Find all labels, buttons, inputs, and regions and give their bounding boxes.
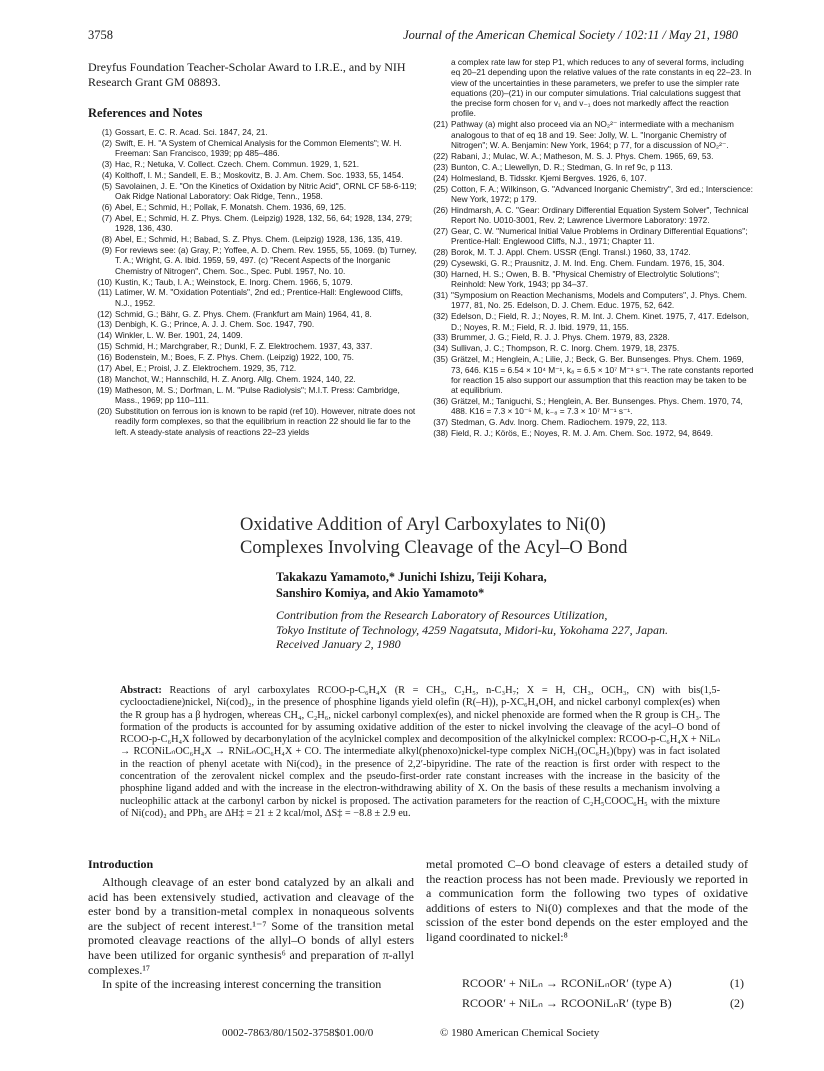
reference-item bbox=[424, 119, 754, 150]
reference-item bbox=[88, 341, 422, 351]
reference-text: Schmid, H.; Marchgraber, R.; Dunkl, F. Z. Elektrochem. 1937, 43, 337. bbox=[115, 341, 373, 352]
reference-item bbox=[424, 162, 754, 172]
article-title-line-1: Oxidative Addition of Aryl Carboxylates to Ni(0) bbox=[240, 515, 606, 535]
introduction-paragraph-right: metal promoted C–O bond cleavage of esters a detailed study of the reaction process has not been made. Previously we reported in a communication form the following two types of oxidative additions of esters to Ni(0) complexes and that the mode of the scission of the ester bond depends on the ester employed and the ligand coordinated to nickel:⁸ bbox=[426, 857, 748, 944]
reference-text: Edelson, D.; Field, R. J.; Noyes, R. M. Int. J. Chem. Kinet. 1975, 7, 417. Edelson, D.; Noyes, R. M.; Field, R. J. Ibid. 1979, 11, 155. bbox=[451, 311, 749, 332]
reference-text: Sullivan, J. C.; Thompson, R. C. Inorg. Chem. 1979, 18, 2375. bbox=[451, 343, 680, 354]
reference-number: (31) bbox=[433, 290, 448, 301]
reference-text: Brummer, J. G.; Field, R. J. J. Phys. Chem. 1979, 83, 2328. bbox=[451, 332, 670, 343]
reference-text: Abel, E.; Proisl, J. Z. Elektrochem. 1929, 35, 712. bbox=[115, 363, 297, 374]
introduction-heading: Introduction bbox=[88, 857, 154, 871]
article-affiliation bbox=[276, 608, 756, 652]
reference-text: Kustin, K.; Taub, I. A.; Weinstock, E. Inorg. Chem. 1966, 5, 1079. bbox=[115, 276, 353, 287]
reference-item bbox=[88, 352, 422, 362]
authors-line-1: Takakazu Yamamoto,* Junichi Ishizu, Teiji Kohara, bbox=[276, 570, 547, 584]
equation-2-number: (2) bbox=[730, 996, 744, 1010]
reference-number: (3) bbox=[101, 159, 112, 170]
reference-text: Grätzel, M.; Taniguchi, S.; Henglein, A. Ber. Bunsenges. Phys. Chem. 1970, 74, 488. K16 = 7.3 × 10⁻⁵ M, k₋₈ = 7.3 × 10⁷ M⁻¹ s⁻¹. bbox=[451, 396, 743, 417]
reference-item bbox=[424, 205, 754, 226]
reference-text: Kolthoff, I. M.; Sandell, E. B.; Moskovitz, B. J. Am. Chem. Soc. 1933, 55, 1454. bbox=[115, 169, 404, 180]
equation-1-number: (1) bbox=[730, 976, 744, 990]
reference-item bbox=[424, 258, 754, 268]
reference-item bbox=[88, 170, 422, 180]
reference-number: (18) bbox=[97, 373, 112, 384]
reference-number: (19) bbox=[97, 384, 112, 395]
reference-text: Stedman, G. Adv. Inorg. Chem. Radiochem. 1979, 22, 113. bbox=[451, 417, 667, 428]
reference-number: (11) bbox=[97, 287, 112, 298]
reference-text: Abel, E.; Schmid, H.; Babad, S. Z. Phys. Chem. (Leipzig) 1928, 136, 135, 419. bbox=[115, 234, 403, 245]
introduction-paragraph-2: In spite of the increasing interest concerning the transition bbox=[102, 977, 382, 992]
acknowledgment-text: Dreyfus Foundation Teacher-Scholar Award to I.R.E., and by NIH Research Grant GM 08893. bbox=[88, 60, 406, 89]
references-list-left bbox=[88, 127, 422, 437]
reference-number: (2) bbox=[101, 137, 112, 148]
reference-text: Winkler, L. W. Ber. 1901, 24, 1409. bbox=[115, 330, 243, 341]
reference-item bbox=[88, 213, 422, 234]
footer-code: 0002-7863/80/1502-3758$01.00/0 bbox=[222, 1027, 374, 1039]
reference-text: Abel, E.; Schmid, H. Z. Phys. Chem. (Leipzig) 1928, 132, 56, 64; 1928, 134, 279; 1928, 136, 430. bbox=[115, 212, 413, 234]
affiliation-line-1: Contribution from the Research Laboratory of Resources Utilization, bbox=[276, 608, 608, 622]
reference-item bbox=[424, 417, 754, 427]
introduction-column-right bbox=[426, 857, 748, 945]
reference-number: (36) bbox=[433, 396, 448, 406]
reference-text: "Symposium on Reaction Mechanisms, Models and Computers", J. Phys. Chem. 1977, 81, No. 25. Edelson, D. J. Chem. Educ. 1975, 52, 642. bbox=[451, 290, 747, 311]
footer-copyright: © 1980 American Chemical Society bbox=[440, 1027, 600, 1039]
reference-number: (23) bbox=[433, 161, 448, 172]
reference-number: (17) bbox=[97, 363, 112, 374]
received-date: Received January 2, 1980 bbox=[276, 637, 401, 651]
reference-item bbox=[424, 247, 754, 257]
running-header: Journal of the American Chemical Society / 102:11 / May 21, 1980 bbox=[403, 28, 738, 42]
reference-number: (29) bbox=[433, 257, 448, 268]
reference-text: Gear, C. W. "Numerical Initial Value Problems in Ordinary Differential Equations"; Prentice-Hall: Englewood Cliffs, N.J., 1971; Chapter 11. bbox=[451, 225, 748, 247]
reference-number: (25) bbox=[433, 183, 448, 194]
reference-item bbox=[88, 159, 422, 169]
equation-2: RCOOR′ + NiLₙ → RCOONiLₙR′ (type B) bbox=[462, 996, 672, 1010]
reference-item bbox=[424, 332, 754, 342]
reference-text: Cotton, F. A.; Wilkinson, G. "Advanced Inorganic Chemistry", 3rd ed.; Interscience: New York, 1972; p 179. bbox=[451, 183, 753, 204]
reference-number: (13) bbox=[97, 319, 112, 330]
reference-text: Latimer, W. M. "Oxidation Potentials", 2nd ed.; Prentice-Hall: Englewood Cliffs, N.J., 1952. bbox=[115, 287, 403, 308]
reference-text: Swift, E. H. "A System of Chemical Analysis for the Common Elements"; W. H. Freeman: San Francisco, 1939; pp 485–486. bbox=[115, 137, 402, 159]
reference-number: (26) bbox=[433, 204, 448, 215]
abstract-label: Abstract: bbox=[120, 685, 162, 696]
reference-number: (12) bbox=[97, 308, 112, 319]
reference-number: (20) bbox=[97, 406, 112, 416]
reference-number: (35) bbox=[433, 354, 448, 365]
reference-text: Holmesland, B. Tidsskr. Kjemi Bergves. 1926, 6, 107. bbox=[451, 172, 647, 183]
references-list-right bbox=[424, 57, 754, 439]
reference-number: (33) bbox=[433, 332, 448, 343]
reference-item bbox=[424, 173, 754, 183]
equation-1: RCOOR′ + NiLₙ → RCONiLₙOR′ (type A) bbox=[462, 976, 672, 990]
authors-line-2: Sanshiro Komiya, and Akio Yamamoto* bbox=[276, 586, 485, 600]
reference-text: Matheson, M. S.; Dorfman, L. M. "Pulse Radiolysis"; M.I.T. Press: Cambridge, Mass., 1969; pp 110–111. bbox=[115, 384, 400, 406]
reference-item bbox=[424, 290, 754, 311]
references-heading: References and Notes bbox=[88, 106, 203, 120]
reference-item bbox=[88, 363, 422, 373]
reference-text: Denbigh, K. G.; Prince, A. J. J. Chem. Soc. 1947, 790. bbox=[115, 319, 315, 330]
reference-text: Abel, E.; Schmid, H.; Pollak, F. Monatsh. Chem. 1936, 69, 125. bbox=[115, 202, 347, 213]
reference-text: Bodenstein, M.; Boes, F. Z. Phys. Chem. (Leipzig) 1922, 100, 75. bbox=[115, 352, 354, 363]
reference-number: (22) bbox=[433, 150, 448, 161]
reference-item bbox=[88, 127, 422, 137]
reference-text: Savolainen, J. E. "On the Kinetics of Oxidation by Nitric Acid", ORNL CF 58-6-119; Oak Ridge National Laboratory: Oak Ridge, Tenn., 1958. bbox=[115, 180, 417, 202]
reference-text: Substitution on ferrous ion is known to be rapid (ref 10). However, nitrate does not readily form complexes, so that the equilibrium in reaction 22 should lie far to the left. A steady-state analysis of reactions 22–23 yields bbox=[115, 406, 416, 437]
reference-item bbox=[88, 138, 422, 159]
reference-number: (30) bbox=[433, 268, 448, 279]
reference-item bbox=[88, 202, 422, 212]
reference-continuation bbox=[424, 57, 754, 119]
reference-item bbox=[88, 319, 422, 329]
reference-item bbox=[424, 343, 754, 353]
reference-number: (37) bbox=[433, 417, 448, 428]
reference-item bbox=[88, 287, 422, 308]
reference-continuation-text: a complex rate law for step P1, which reduces to any of several forms, including eq 20–21 depending upon the relative values of the rate constants in eq 22–23. In view of the uncertainties in these parameters, we prefer to use the simpler rate equations (20)–(21) in our computer simulations. Trial calculations suggest that the precise form chosen for v₁ and v₋₁ does not markedly affect the reaction profile. bbox=[451, 57, 752, 119]
reference-item bbox=[424, 354, 754, 395]
reference-item bbox=[88, 277, 422, 287]
reference-text: Rabani, J.; Mulac, W. A.; Matheson, M. S. J. Phys. Chem. 1965, 69, 53. bbox=[451, 150, 714, 161]
reference-item bbox=[88, 234, 422, 244]
reference-item bbox=[88, 374, 422, 384]
reference-text: Schmid, G.; Bähr, G. Z. Phys. Chem. (Frankfurt am Main) 1964, 41, 8. bbox=[115, 308, 372, 319]
reference-number: (10) bbox=[97, 276, 112, 287]
affiliation-line-2: Tokyo Institute of Technology, 4259 Nagatsuta, Midori-ku, Yokohama 227, Japan. bbox=[276, 622, 668, 637]
reference-item bbox=[424, 269, 754, 290]
reference-item bbox=[88, 385, 422, 406]
reference-number: (5) bbox=[101, 180, 112, 191]
reference-number: (6) bbox=[101, 202, 112, 213]
reference-number: (7) bbox=[101, 212, 112, 223]
reference-text: Bunton, C. A.; Llewellyn, D. R.; Stedman, G. In ref 9c, p 113. bbox=[451, 161, 673, 172]
page-number: 3758 bbox=[88, 28, 113, 42]
reference-item bbox=[424, 396, 754, 417]
reference-text: Gossart, E. C. R. Acad. Sci. 1847, 24, 21. bbox=[115, 127, 268, 137]
article-authors bbox=[276, 569, 756, 601]
reference-number: (14) bbox=[97, 330, 112, 341]
reference-number: (38) bbox=[433, 428, 448, 439]
reference-item bbox=[88, 245, 422, 276]
reference-text: For reviews see: (a) Gray, P.; Yoffee, A. D. Chem. Rev. 1955, 55, 1069. (b) Turney, T. A.; Wright, G. A. Ibid. 1959, 59, 497. (c) "Recent Aspects of the Inorganic Chemistry of Nitrogen", Chem. Soc., Spec. Publ. 1957, No. 10. bbox=[115, 245, 417, 276]
reference-text: Pathway (a) might also proceed via an NO₂²⁻ intermediate with a mechanism analogous to that of eq 18 and 19. See: Jolly, W. L. "Inorganic Chemistry of Nitrogen"; W. A. Benjamin: New York, 1964; p 77, for a discussion of NO₂²⁻. bbox=[451, 119, 734, 150]
reference-text: Field, R. J.; Körös, E.; Noyes, R. M. J. Am. Chem. Soc. 1972, 94, 8649. bbox=[451, 428, 713, 439]
reference-number: (4) bbox=[101, 169, 112, 180]
reference-number: (15) bbox=[97, 341, 112, 352]
reference-number: (34) bbox=[433, 343, 448, 354]
reference-text: Manchot, W.; Hannschild, H. Z. Anorg. Allg. Chem. 1924, 140, 22. bbox=[115, 373, 356, 384]
reference-number: (9) bbox=[101, 245, 112, 256]
abstract bbox=[120, 685, 720, 820]
reference-number: (32) bbox=[433, 311, 448, 322]
reference-item bbox=[88, 330, 422, 340]
reference-text: Borok, M. T. J. Appl. Chem. USSR (Engl. Transl.) 1960, 33, 1742. bbox=[451, 247, 691, 258]
reference-item bbox=[424, 184, 754, 205]
reference-item bbox=[424, 226, 754, 247]
reference-number: (27) bbox=[433, 225, 448, 236]
reference-item bbox=[88, 181, 422, 202]
article-title-line-2: Complexes Involving Cleavage of the Acyl–O Bond bbox=[240, 538, 628, 558]
reference-text: Hac, R.; Netuka, V. Collect. Czech. Chem. Commun. 1929, 1, 521. bbox=[115, 159, 360, 170]
reference-text: Grätzel, M.; Henglein, A.; Lilie, J.; Beck, G. Ber. Bunsenges. Phys. Chem. 1969, 73, 646. K15 = 6.54 × 10⁴ M⁻¹, k₈ = 6.5 × 10⁷ M⁻¹ s⁻¹. The rate constants reported for reaction 15 also support our assumption that this reaction may be taken to be at equilibrium. bbox=[451, 354, 754, 396]
reference-number: (1) bbox=[101, 127, 112, 137]
article-title bbox=[240, 514, 760, 560]
reference-number: (16) bbox=[97, 352, 112, 363]
introduction-column-left bbox=[88, 875, 414, 992]
reference-number: (21) bbox=[433, 119, 448, 130]
reference-item bbox=[424, 311, 754, 332]
reference-item bbox=[424, 151, 754, 161]
introduction-paragraph-1: Although cleavage of an ester bond catalyzed by an alkali and acid has been extensively studied, activation and cleavage of the ester bond by a transition-metal complex in nonaqueous solvents are the subject of recent interest.¹⁻⁷ Some of the transition metal promoted cleavage reactions of the allyl–O bonds of allyl esters have been utilized for organic synthesis⁶ and preparation of π-allyl complexes.¹⁷ bbox=[88, 875, 414, 977]
reference-number: (28) bbox=[433, 247, 448, 258]
reference-text: Hindmarsh, A. C. "Gear: Ordinary Differential Equation System Solver", Technical Report No. U010-3001, Rev. 2; Lawrence Livermore Laboratory: 1972. bbox=[451, 204, 749, 226]
reference-text: Cysewski, G. R.; Prausnitz, J. M. Ind. Eng. Chem. Fundam. 1976, 15, 304. bbox=[451, 257, 725, 268]
reference-number: (8) bbox=[101, 234, 112, 245]
reference-item bbox=[424, 428, 754, 438]
abstract-text: Reactions of aryl carboxylates RCOO-p-C₆H₄X (R = CH₃, C₂H₅, n-C₃H₇; X = H, CH₃, OCH₃, CN) with bis(1,5-cyclooctadiene)nickel, Ni(cod)₂, in the presence of phosphine ligands yield olefin (R(–H)), p-XC₆H₄OH, and nickel carbonyl complex(es) when the R group has a β hydrogen, whereas CH₄, C₂H₆, nickel carbonyl complex(es), and nickel phenoxide are formed when the R group is CH₃. The formation of the products is accounted for by assuming oxidative addition of the ester to nickel involving the cleavage of the acyl–O bond of RCOO-p-C₆H₄X followed by decarbonylation of the acylnickel complex and decomposition of the alkylnickel complex: RCOO-p-C₆H₄X + NiLₙ → RCONiLₙOC₆H₄X → RNiLₙOC₆H₄X + CO. The intermediate alkyl(phenoxo)nickel-type complex NiCH₃(OC₆H₅)(bpy) was in fact isolated in the reaction of phenyl acetate with Ni(cod)₂ in the presence of 2,2′-bipyridine. The rate of the reaction is first order with respect to the concentration of the zerovalent nickel complex and the pseudo-first-order rate constant increases with the increase in the basicity of the phosphine ligand added and with the increase in the electron-withdrawing ability of X. On the basis of these results a mechanism involving a nucleophilic attack at the carbonyl carbon by nickel is proposed. The activation parameters for the reaction of C₂H₅COOC₆H₅ with the mixture of Ni(cod)₂ and PPh₃ are ΔH‡ = 21 ± 2 kcal/mol, ΔS‡ = −8.8 ± 2.9 eu. bbox=[120, 685, 720, 819]
reference-item bbox=[88, 309, 422, 319]
reference-text: Harned, H. S.; Owen, B. B. "Physical Chemistry of Electrolytic Solutions"; Reinhold: New York, 1943; pp 34–37. bbox=[451, 268, 720, 290]
reference-item bbox=[88, 406, 422, 437]
reference-number: (24) bbox=[433, 172, 448, 183]
